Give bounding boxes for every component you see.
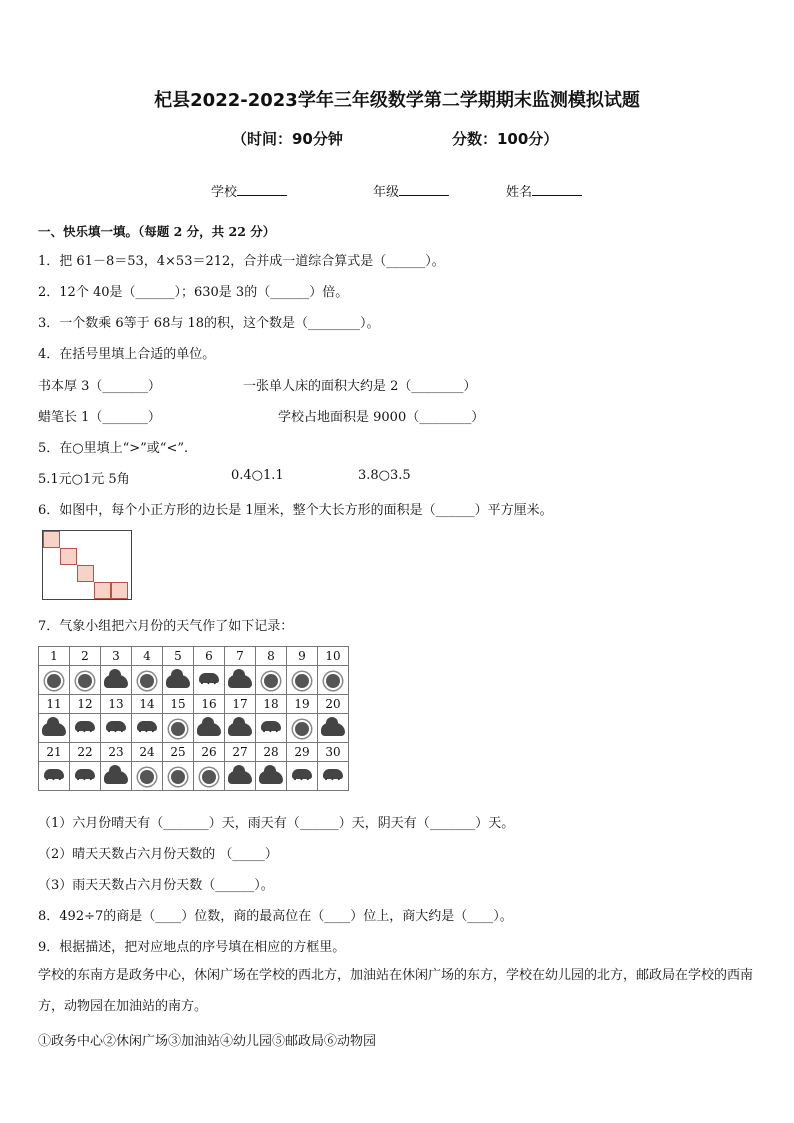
question-4c: 蜡笔长 1（_______） (38, 410, 161, 425)
rain-icon (74, 766, 96, 786)
weather-cell (39, 762, 70, 791)
weather-cell (70, 714, 101, 743)
sun-icon (171, 722, 185, 736)
cloud-icon (197, 723, 221, 736)
sun-icon (47, 674, 61, 688)
weather-cell (163, 714, 194, 743)
score-label: 分数：100分） (452, 130, 559, 148)
day-number: 13 (101, 695, 132, 714)
day-number: 18 (256, 695, 287, 714)
cloud-icon (228, 723, 252, 736)
cloud-icon (166, 675, 190, 688)
weather-cell (194, 714, 225, 743)
rain-icon (322, 766, 344, 786)
day-number: 19 (287, 695, 318, 714)
weather-cell (287, 762, 318, 791)
grade-field[interactable] (373, 181, 449, 200)
day-number: 2 (70, 647, 101, 666)
day-number: 12 (70, 695, 101, 714)
sun-icon (140, 770, 154, 784)
sun-icon (171, 770, 185, 784)
question-5: 5．在○里填上“>”或“<”. (38, 441, 189, 456)
section-heading: 一、快乐填一填。（每题 2 分，共 22 分） (38, 224, 276, 239)
day-number: 4 (132, 647, 163, 666)
day-number: 23 (101, 743, 132, 762)
weather-cell (101, 666, 132, 695)
question-8: 8．492÷7的商是（____）位数，商的最高位在（____）位上，商大约是（____）。 (38, 909, 513, 924)
name-label: 姓名 (506, 185, 533, 200)
weather-cell (101, 762, 132, 791)
question-5a: 5.1元○1元 5角 (38, 472, 130, 487)
unit-square (77, 565, 94, 582)
question-7-1: （1）六月份晴天有（_______）天，雨天有（______）天，阴天有（_______）天。 (38, 816, 515, 831)
weather-cell (194, 666, 225, 695)
weather-cell (256, 714, 287, 743)
day-number: 11 (39, 695, 70, 714)
rain-icon (136, 718, 158, 738)
day-number: 30 (318, 743, 349, 762)
question-4d: 学校占地面积是 9000（________） (278, 410, 485, 425)
day-number: 10 (318, 647, 349, 666)
cloud-icon (228, 771, 252, 784)
question-2: 2．12个 40是（______）；630是 3的（______）倍。 (38, 285, 349, 300)
weather-table (38, 646, 349, 791)
school-label: 学校 (211, 185, 238, 200)
day-number: 8 (256, 647, 287, 666)
day-number: 7 (225, 647, 256, 666)
cloud-icon (42, 723, 66, 736)
weather-cell (318, 666, 349, 695)
day-number: 3 (101, 647, 132, 666)
rain-icon (198, 670, 220, 690)
question-4b: 一张单人床的面积大约是 2（________） (243, 379, 477, 394)
unit-square (111, 582, 128, 599)
day-number: 26 (194, 743, 225, 762)
day-number: 5 (163, 647, 194, 666)
rain-icon (260, 718, 282, 738)
cloud-icon (228, 675, 252, 688)
question-9: 9．根据描述，把对应地点的序号填在相应的方框里。 (38, 940, 346, 955)
grade-label: 年级 (373, 185, 400, 200)
day-number: 6 (194, 647, 225, 666)
cloud-icon (321, 723, 345, 736)
weather-cell (287, 666, 318, 695)
day-number: 20 (318, 695, 349, 714)
weather-cell (70, 666, 101, 695)
question-5c: 3.8○3.5 (358, 468, 411, 483)
weather-cell (132, 714, 163, 743)
question-7: 7．气象小组把六月份的天气作了如下记录： (38, 619, 294, 634)
day-number: 16 (194, 695, 225, 714)
question-1: 1．把 61－8＝53，4×53＝212，合并成一道综合算式是（______）。 (38, 254, 445, 269)
sun-icon (295, 674, 309, 688)
weather-cell (132, 666, 163, 695)
unit-square (94, 582, 111, 599)
area-figure (42, 530, 132, 600)
sun-icon (140, 674, 154, 688)
sun-icon (326, 674, 340, 688)
weather-cell (225, 762, 256, 791)
rain-icon (105, 718, 127, 738)
weather-cell (225, 714, 256, 743)
day-number: 29 (287, 743, 318, 762)
name-field[interactable] (506, 181, 582, 200)
rain-icon (74, 718, 96, 738)
cloud-icon (259, 771, 283, 784)
day-number: 24 (132, 743, 163, 762)
question-5b: 0.4○1.1 (231, 468, 284, 483)
day-number: 25 (163, 743, 194, 762)
weather-cell (101, 714, 132, 743)
day-number: 27 (225, 743, 256, 762)
weather-cell (70, 762, 101, 791)
question-4a: 书本厚 3（_______） (38, 379, 161, 394)
question-4: 4．在括号里填上合适的单位。 (38, 347, 216, 362)
rain-icon (43, 766, 65, 786)
sun-icon (78, 674, 92, 688)
weather-cell (256, 762, 287, 791)
question-7-2: （2）晴天天数占六月份天数的 （_____） (38, 847, 278, 862)
weather-cell (318, 762, 349, 791)
question-9-options: ①政务中心②休闲广场③加油站④幼儿园⑤邮政局⑥动物园 (38, 1034, 377, 1049)
weather-cell (132, 762, 163, 791)
unit-square (60, 548, 77, 565)
question-7-3: （3）雨天天数占六月份天数（______）。 (38, 878, 274, 893)
day-number: 14 (132, 695, 163, 714)
question-9-description: 学校的东南方是政务中心，休闲广场在学校的西北方，加油站在休闲广场的东方，学校在幼儿园的北方，邮政局在学校的西南方，动物园在加油站的南方。 (38, 968, 754, 1014)
day-number: 22 (70, 743, 101, 762)
question-6: 6．如图中，每个小正方形的边长是 1厘米，整个大长方形的面积是（______）平方厘米。 (38, 503, 553, 518)
weather-cell (318, 714, 349, 743)
question-3: 3．一个数乘 6等于 68与 18的积，这个数是（________）。 (38, 316, 380, 331)
cloud-icon (104, 675, 128, 688)
weather-cell (39, 666, 70, 695)
weather-cell (163, 762, 194, 791)
sun-icon (202, 770, 216, 784)
day-number: 17 (225, 695, 256, 714)
day-number: 21 (39, 743, 70, 762)
day-number: 28 (256, 743, 287, 762)
day-number: 9 (287, 647, 318, 666)
sun-icon (295, 722, 309, 736)
school-field[interactable] (211, 181, 287, 200)
weather-cell (256, 666, 287, 695)
weather-cell (287, 714, 318, 743)
day-number: 15 (163, 695, 194, 714)
weather-cell (225, 666, 256, 695)
page-title: 杞县2022-2023学年三年级数学第二学期期末监测模拟试题 (154, 90, 640, 111)
rain-icon (291, 766, 313, 786)
day-number: 1 (39, 647, 70, 666)
sun-icon (264, 674, 278, 688)
unit-square (43, 531, 60, 548)
time-label: （时间：90分钟 (232, 130, 343, 148)
weather-cell (163, 666, 194, 695)
cloud-icon (104, 771, 128, 784)
weather-cell (39, 714, 70, 743)
weather-cell (194, 762, 225, 791)
